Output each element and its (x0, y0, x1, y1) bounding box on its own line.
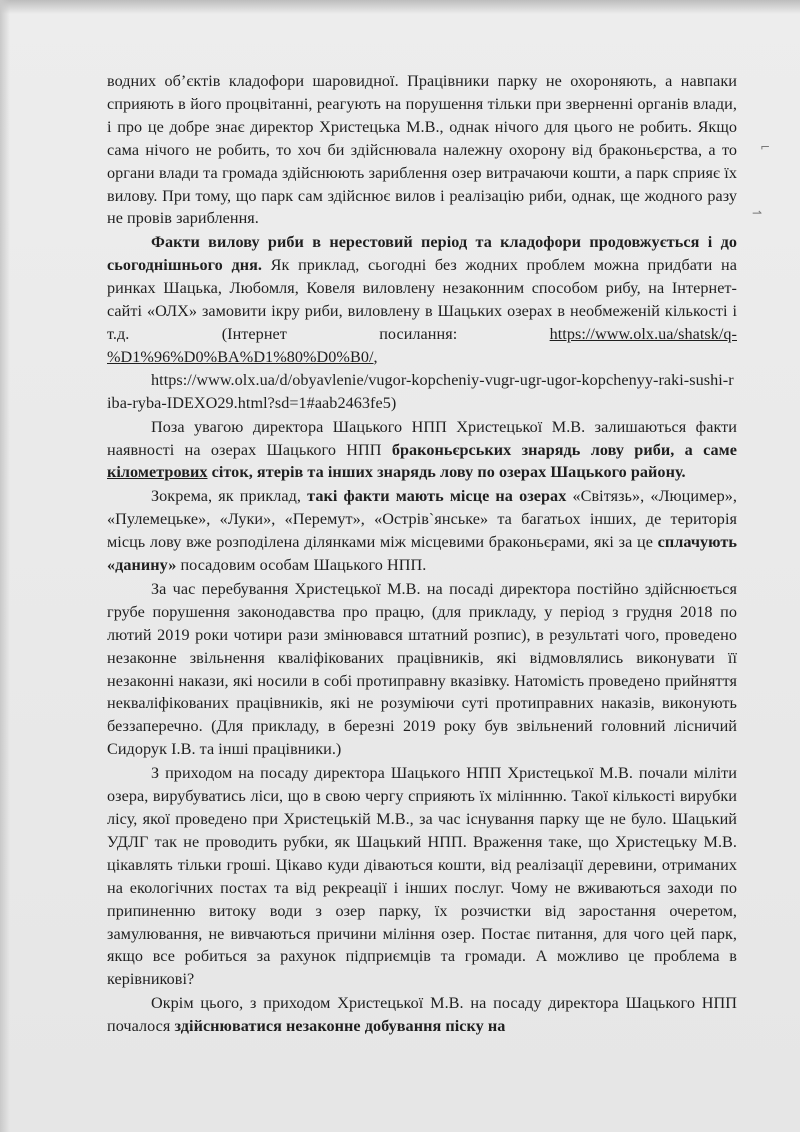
olx-link-1[interactable]: https://www.olx.ua/shatsk/q-%D1%96%D0%BA%D1%80%D0%B0/ (107, 324, 737, 366)
paragraph-3 (107, 416, 737, 485)
paragraph-5: За час перебування Христецької М.В. на посаді директора постійно здійснюється грубе порушення законодавства про працю, (для прикладу, у період з грудня 2018 по лютий 2019 роки чотири рази змінювався штатний розпис), в результаті чого, проведено незаконне звільнення кваліфікованих працівників, які відмовлялись виконувати її незаконні накази, які носили в собі протиправну вказівку. Натомість проведено прийняття некваліфікованих працівників, які не розуміючи суті протиправних наказів, виконують беззаперечно. (Для прикладу, в березні 2019 року був звільнений головний лісничий Сидорук І.В. та інші працівники.) (107, 579, 737, 759)
paragraph-4-text-2: «Світязь», «Люцимер», «Пулемецьке», «Луки», «Перемут», «Острів`янське» та багатьох інших, де територія місць лову вже розподілена ділянками між місцевими браконьєрами, які за це (107, 487, 737, 552)
paragraph-4-bold-1: такі факти мають місце на озерах (307, 487, 567, 506)
paragraph-3-bold-2: сіток, ятерів та інших знарядь лову по озерах Шацького району. (207, 463, 686, 482)
scan-edge-left (0, 0, 10, 1132)
paragraph-4-text-3: посадовим особам Шацького НПП. (176, 556, 427, 575)
paragraph-2-text: Як приклад, сьогодні без жодних проблем можна придбати на ринках Шацька, Любомля, Ковеля виловлену незаконним способом рибу, на Інтернет-сайті «ОЛХ» замовити ікру риби, виловлену в Шацьких озерах в необмеженій кількості і т.д. (Інтернет посилання: (107, 256, 737, 343)
paragraph-7-text: Окрім цього, з приходом Христецької М.В. на посаду директора Шацького НПП почалося (107, 994, 737, 1036)
paragraph-4 (107, 485, 737, 577)
margin-mark-1: ⌐ (760, 140, 771, 154)
paragraph-3-text: Поза увагою директора Шацького НПП Христецької М.В. залишаються факти наявності на озерах Шацького НПП (107, 417, 737, 459)
paragraph-2-bold: Факти вилову риби в нерестовий період та кладофори продовжується і до сьогоднішнього дня. (107, 233, 737, 275)
paragraph-1: водних об’єктів кладофори шаровидної. Працівники парку не охороняють, а навпаки сприяють в його процвітанні, реагують на порушення тільки при зверненні органів влади, і про це добре знає директор Христецька М.В., однак нічого для цього не робить. Якщо сама нічого не робить, то хоч би здійснювала належну охорону від браконьєрства, а то органи влади та громада здійснюють зариблення озер витрачаючи кошти, а парк сприяє їх вилову. При тому, що парк сам здійснює вилов і реалізацію риби, однак, ще жодного разу не провів зариблення. (107, 72, 737, 228)
olx-link-2: https://www.olx.ua/d/obyavlenie/vugor-kopcheniy-vugr-ugr-ugor-kopchenyy-raki-sushi-riba-ryba-IDEXO29.html?sd=1#aab2463fe5) (107, 370, 734, 412)
paragraph-7 (107, 992, 737, 1038)
paragraph-4-bold-2: сплачують «данину» (107, 533, 737, 575)
paragraph-4-text-1: Зокрема, як приклад, (151, 487, 308, 506)
paragraph-6: З приходом на посаду директора Шацького НПП Христецької М.В. почали міліти озера, вирубуватись ліси, що в свою чергу сприяють їх міліннню. Такої кількості вирубки лісу, якої проведено при Христецькій М.В., за час існування парку ще не було. Шацький УДЛГ так не проводить рубки, як Шацький НПП. Враження таке, що Христецьку М.В. цікавлять тільки гроші. Цікаво куди діваються кошти, від реалізації деревини, отриманих на екологічних постах та від рекреації і інших послуг. Чому не вживаються заходи по припиненню витоку води з озер парку, їх розчистки від заростання очеретом, замулювання, не вивчаються причини міління озер. Постає питання, для чого цей парк, якщо все робиться за рахунок підприємців та громади. А можливо це проблема в керівникові? (107, 764, 737, 989)
link-separator: , (373, 347, 378, 366)
paragraph-7-bold: здійснюватися незаконне добування піску на (174, 1017, 506, 1036)
paragraph-2 (107, 231, 737, 414)
paragraph-3-bold-underlined: кілометрових (107, 463, 208, 482)
margin-mark-2: ⇀ (752, 206, 763, 220)
document-body (107, 70, 737, 1038)
paragraph-3-bold-1: браконьєрських знарядь лову риби, а саме (391, 440, 737, 459)
scan-edge-top (0, 0, 800, 14)
